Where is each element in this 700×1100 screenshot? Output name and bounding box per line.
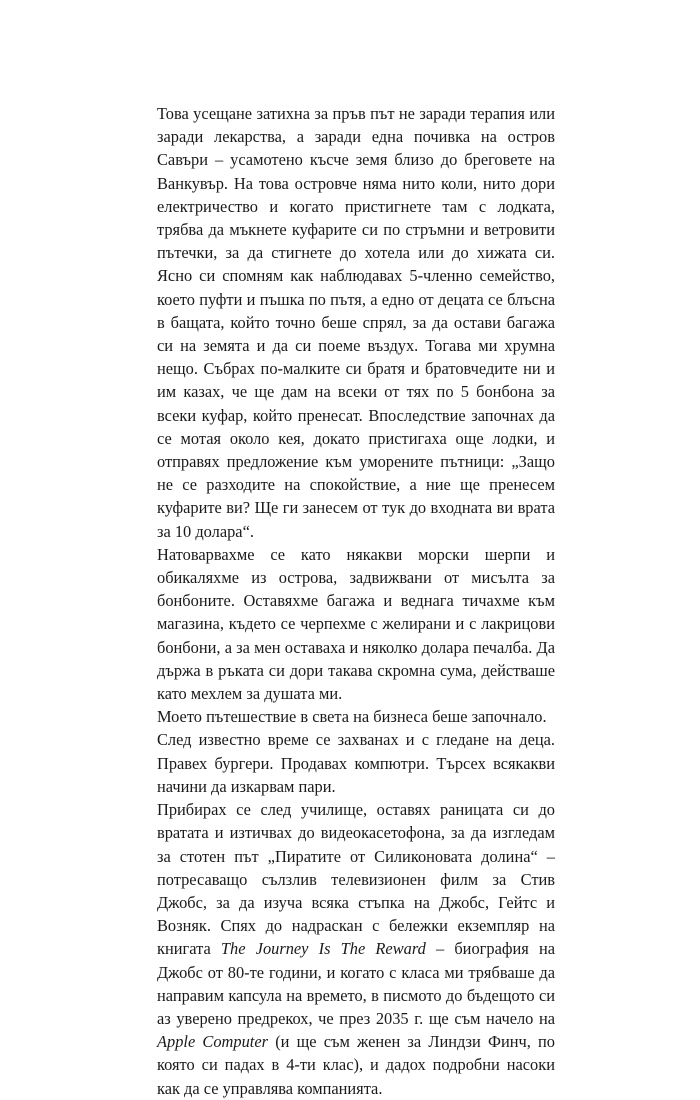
- paragraph-savary-island: Това усещане затихна за пръв път не заради терапия или заради лекарства, а заради една почивка на остров Савъри – усамотено късче земя близо до бреговете на Ванкувър. На това островче няма нито коли, нито дори електричество и когато пристигнете там с лодката, трябва да мъкнете куфарите си по стръмни и ветровити пътечки, за да стигнете до хотела или до хижата си. Ясно си спомням как наблюдавах 5-членно семейство, което пуфти и пъшка по пътя, а едно от децата се блъсна в бащата, който точно беше спрял, за да остави багажа си на земята и да си поеме въздух. Тогава ми хрумна нещо. Събрах по-малките си братя и братовчедите ни и им казах, че ще дам на всеки от тях по 5 бонбона за всеки куфар, който пренесат. Впоследствие започнах да се мотая около кея, докато пристигаха още лодки, и отправях предложение към уморените пътници: „Защо не се разходите на спокойствие, а ние ще пренесем куфарите ви? Ще ги занесем от тук до входната ви врата за 10 долара“.: [157, 104, 555, 541]
- paragraph-steve-jobs: [157, 798, 555, 1100]
- paragraph-journey-began: Моето пътешествие в света на бизнеса беше започнало.: [157, 707, 547, 727]
- company-name-italic: Apple Computer: [157, 1032, 268, 1052]
- paragraph-odd-jobs: След известно време се захванах и с гледане на деца. Правех бургери. Продавах компютри. Търсех всякакви начини да изкарвам пари.: [157, 730, 555, 796]
- paragraph-sherpas: Натоварвахме се като някакви морски шерпи и обикаляхме из острова, задвижвани от мисълта за бонбоните. Оставяхме багажа и веднага тичахме към магазина, където се черпехме с желирани и с лакрицови бонбони, а за мен оставаха и няколко долара печалба. Да държа в ръката си дори такава скромна сума, действаше като мехлем за душата ми.: [157, 544, 555, 704]
- book-page-text: [157, 102, 555, 1100]
- paragraph-text-segment: – биография на Джобс от 80-те години, и когато с класа ми трябваше да направим капсула на времето, в писмото до бъдещото си аз уверено предрекох, че през 2035 г. ще съм начело на: [157, 939, 555, 1028]
- book-title-italic: The Journey Is The Reward: [220, 939, 426, 959]
- paragraph-text-segment: (и ще съм женен за Линдзи Финч, по която си падах в 4-ти клас), и дадох подробни насоки как да се управлява компанията.: [157, 1032, 555, 1098]
- paragraph-text-segment: Прибирах се след училище, оставях раницата си до вратата и изтичвах до видеокасетофона, за да изгледам за стотен път „Пиратите от Силиконовата долина“ – потресаващо сълзлив телевизионен филм за Стив Джобс, за да изуча всяка стъпка на Джобс, Гейтс и Возняк. Спях до надраскан с бележки екземпляр на книгата: [157, 800, 555, 959]
